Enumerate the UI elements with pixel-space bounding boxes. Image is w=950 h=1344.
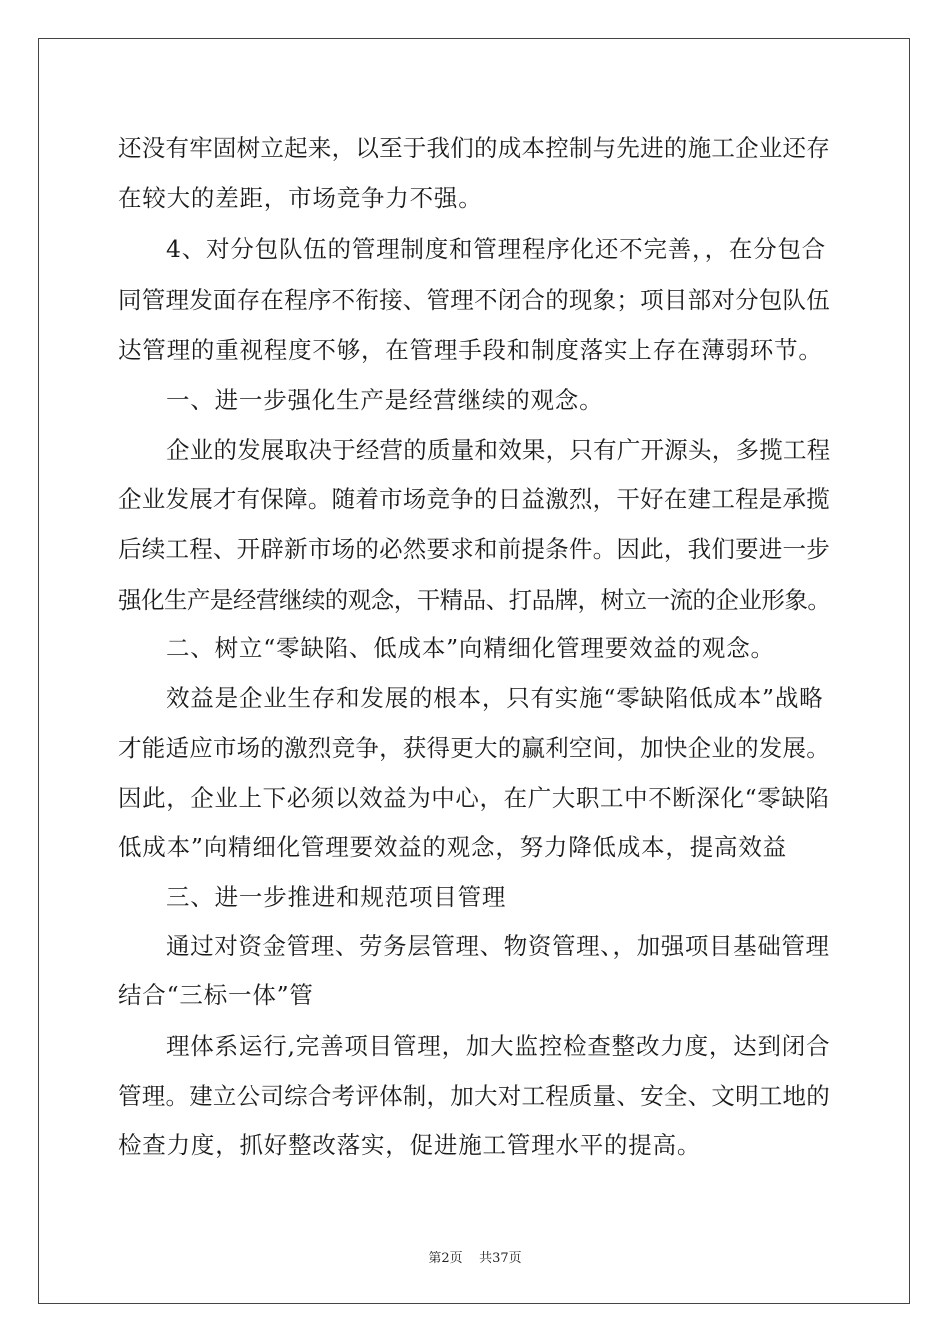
section-heading: 二、树立“零缺陷、低成本”向精细化管理要效益的观念。 bbox=[166, 634, 775, 662]
text-line: 检查力度，抓好整改落实，促进施工管理水平的提高。 bbox=[118, 1131, 702, 1159]
text-line: 在较大的差距，市场竞争力不强。 bbox=[118, 184, 483, 212]
text-line: 后续工程、开辟新市场的必然要求和前提条件。因此，我们要进一步 bbox=[118, 535, 830, 563]
section-heading: 一、进一步强化生产是经营继续的观念。 bbox=[166, 386, 604, 414]
text-line: 理体系运行,完善项目管理，加大监控检查整改力度，达到闭合 bbox=[166, 1032, 831, 1060]
text-line: 结合“三标一体”管 bbox=[118, 981, 314, 1009]
text-line: 效益是企业生存和发展的根本，只有实施“零缺陷低成本”战略 bbox=[166, 684, 824, 712]
page-number: 第2页 bbox=[428, 1251, 463, 1266]
text-line: 强化生产是经营继续的观念，干精品、打品牌，树立一流的企业形象。 bbox=[118, 586, 831, 614]
page-border bbox=[38, 38, 910, 1304]
text-line: 企业的发展取决于经营的质量和效果，只有广开源头，多揽工程 bbox=[166, 436, 831, 464]
page-total: 共37页 bbox=[479, 1251, 522, 1266]
text-line: 低成本”向精细化管理要效益的观念，努力降低成本，提高效益 bbox=[118, 833, 787, 861]
text-line: 同管理发面存在程序不衔接、管理不闭合的现象；项目部对分包队伍 bbox=[118, 286, 830, 314]
page-footer bbox=[0, 1247, 950, 1266]
text-line: 企业发展才有保障。随着市场竞争的日益激烈，干好在建工程是承揽 bbox=[118, 485, 830, 513]
text-line: 因此，企业上下必须以效益为中心，在广大职工中不断深化“零缺陷 bbox=[118, 784, 830, 812]
text-line: 达管理的重视程度不够，在管理手段和制度落实上存在薄弱环节。 bbox=[118, 336, 823, 364]
text-line: 还没有牢固树立起来，以至于我们的成本控制与先进的施工企业还存 bbox=[118, 134, 830, 162]
section-heading: 三、进一步推进和规范项目管理 bbox=[166, 883, 507, 911]
text-line: 通过对资金管理、劳务层管理、物资管理、，加强项目基础管理 bbox=[166, 932, 830, 960]
text-line: 管理。建立公司综合考评体制，加大对工程质量、安全、文明工地的 bbox=[118, 1082, 830, 1110]
text-line: 才能适应市场的激烈竞争，获得更大的赢利空间，加快企业的发展。 bbox=[118, 734, 830, 762]
text-line: 4、对分包队伍的管理制度和管理程序化还不完善，，在分包合 bbox=[166, 235, 827, 263]
